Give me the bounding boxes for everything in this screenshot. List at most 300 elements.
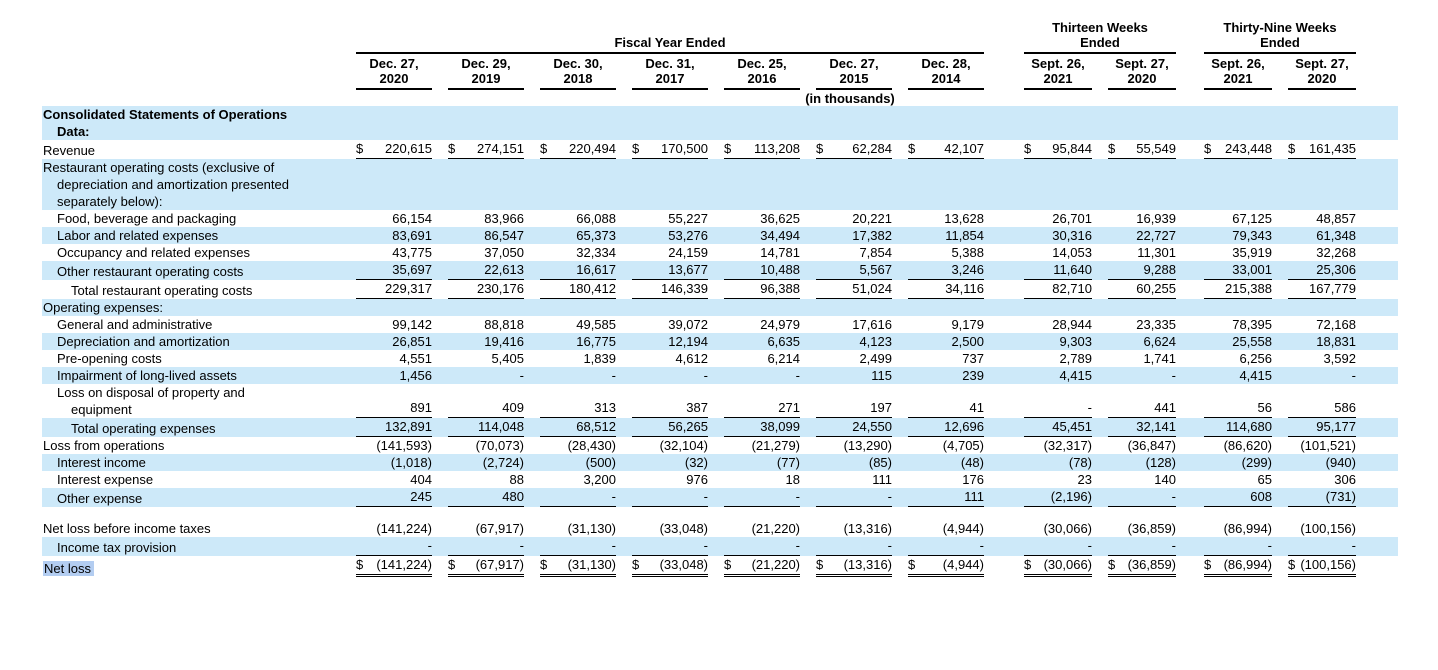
- value: 306: [1334, 472, 1356, 487]
- value-box: [1108, 244, 1176, 261]
- value: -: [519, 368, 524, 383]
- cell-depreciation-amortization-col4: [710, 333, 802, 350]
- dollar-sign: $: [816, 141, 824, 156]
- value: 1,741: [1143, 351, 1176, 366]
- value: (21,279): [751, 438, 800, 453]
- cell-revenue-col6: [894, 140, 986, 159]
- value-box: [1288, 418, 1356, 437]
- cell-food-beverage-packaging-col5: [802, 210, 894, 227]
- value-box: [1204, 210, 1272, 227]
- value: 25,306: [1316, 262, 1356, 277]
- units-row: [42, 90, 1398, 106]
- cell-section-title-col0: [342, 106, 434, 140]
- value-box: [1108, 316, 1176, 333]
- value: 32,334: [576, 245, 616, 260]
- group-gap: [1178, 261, 1190, 280]
- value: (500): [585, 455, 616, 470]
- value-box: [1204, 280, 1272, 299]
- value-box: [356, 399, 432, 418]
- cell-depreciation-amortization-col1: [434, 333, 526, 350]
- cell-income-tax-provision-col5: [802, 537, 894, 556]
- cell-total-operating-expenses-col5: [802, 418, 894, 437]
- value-box: [1108, 350, 1176, 367]
- value: 608: [1250, 489, 1272, 504]
- row-net-loss-before-taxes: [42, 520, 1398, 537]
- value: -: [703, 368, 708, 383]
- value: 16,775: [576, 334, 616, 349]
- dollar-sign: $: [724, 557, 732, 572]
- value: (36,859): [1127, 521, 1176, 536]
- value-box: [1204, 227, 1272, 244]
- group-gap: [1178, 384, 1190, 418]
- row-food-beverage-packaging: [42, 210, 1398, 227]
- value: 229,317: [385, 281, 432, 296]
- value-box: [448, 556, 524, 577]
- value: 86,547: [484, 228, 524, 243]
- value: -: [519, 538, 524, 553]
- cell-income-tax-provision-col8: [1094, 537, 1178, 556]
- value: (141,224): [376, 557, 432, 572]
- value-box: [1204, 261, 1272, 280]
- value: 1,839: [583, 351, 616, 366]
- row-label-loss-on-disposal: [42, 384, 342, 418]
- cell-revenue-col1: [434, 140, 526, 159]
- label-line: Food, beverage and packaging: [57, 211, 237, 226]
- value-box: [540, 244, 616, 261]
- cell-interest-income-col4: [710, 454, 802, 471]
- value-box: [632, 454, 708, 471]
- value-box: [448, 418, 524, 437]
- cell-occupancy-expenses-col0: [342, 244, 434, 261]
- cell-other-expense-col2: [526, 488, 618, 507]
- value: 33,001: [1232, 262, 1272, 277]
- cell-net-loss-before-taxes-col10: [1274, 520, 1358, 537]
- row-label-depreciation-amortization: [42, 333, 342, 350]
- label-line: Restaurant operating costs (exclusive of: [43, 160, 275, 175]
- cell-loss-on-disposal-col10: [1274, 384, 1358, 418]
- label-line: Pre-opening costs: [57, 351, 162, 366]
- cell-occupancy-expenses-col7: [1010, 244, 1094, 261]
- cell-interest-income-col3: [618, 454, 710, 471]
- cell-section-title-col8: [1094, 106, 1178, 140]
- value: 387: [686, 400, 708, 415]
- cell-total-restaurant-costs-col2: [526, 280, 618, 299]
- value: 891: [410, 400, 432, 415]
- value: (101,521): [1300, 438, 1356, 453]
- value-box: [632, 261, 708, 280]
- value: (28,430): [567, 438, 616, 453]
- cell-interest-expense-col0: [342, 471, 434, 488]
- value-box: [540, 556, 616, 577]
- group-header-rule: [1024, 20, 1176, 54]
- column-header-underline: [632, 56, 708, 90]
- value-box: [816, 488, 892, 507]
- cell-interest-income-col5: [802, 454, 894, 471]
- value-box: [724, 227, 800, 244]
- cell-pre-opening-costs-col10: [1274, 350, 1358, 367]
- group-gap: [986, 106, 1010, 140]
- cell-general-administrative-col0: [342, 316, 434, 333]
- group-gap: [1178, 54, 1190, 90]
- value-box: [632, 140, 708, 159]
- value-box: [908, 350, 984, 367]
- dollar-sign: $: [816, 557, 824, 572]
- value-box: [540, 210, 616, 227]
- value: (78): [1068, 455, 1092, 470]
- label-line: Interest income: [57, 455, 146, 470]
- value: 95,844: [1052, 141, 1092, 156]
- column-header-3: [618, 54, 710, 90]
- value-box: [1108, 280, 1176, 299]
- cell-loss-from-operations-col5: [802, 437, 894, 454]
- value: 60,255: [1136, 281, 1176, 296]
- column-header-label: Sept. 26,: [1031, 56, 1085, 71]
- cell-depreciation-amortization-col8: [1094, 333, 1178, 350]
- cell-section-title-col3: [618, 106, 710, 140]
- group-header-label: Fiscal Year Ended: [614, 35, 726, 50]
- cell-restaurant-operating-costs-header-col3: [618, 159, 710, 210]
- value: -: [1087, 538, 1092, 553]
- cell-impairment-col6: [894, 367, 986, 384]
- value: 32,268: [1316, 245, 1356, 260]
- label-line: Total operating expenses: [71, 421, 216, 436]
- value: 26,701: [1052, 211, 1092, 226]
- value: 17,382: [852, 228, 892, 243]
- value-box: [724, 280, 800, 299]
- value: 111: [964, 489, 984, 504]
- operations-table: [42, 20, 1398, 577]
- value: 4,415: [1239, 368, 1272, 383]
- cell-income-tax-provision-col0: [342, 537, 434, 556]
- value-box: [1288, 261, 1356, 280]
- cell-loss-from-operations-col6: [894, 437, 986, 454]
- right-margin-cell: [1358, 299, 1398, 316]
- value-box: [540, 280, 616, 299]
- value: 115: [871, 368, 892, 383]
- value-box: [1288, 227, 1356, 244]
- value: (70,073): [475, 438, 524, 453]
- value-box: [356, 418, 432, 437]
- cell-total-restaurant-costs-col7: [1010, 280, 1094, 299]
- cell-income-tax-provision-col4: [710, 537, 802, 556]
- cell-other-restaurant-costs-col3: [618, 261, 710, 280]
- column-header-5: [802, 54, 894, 90]
- cell-impairment-col9: [1190, 367, 1274, 384]
- group-header-label: Thirty-Nine Weeks: [1223, 20, 1337, 35]
- value-box: [724, 437, 800, 454]
- cell-food-beverage-packaging-col0: [342, 210, 434, 227]
- value: 45,451: [1052, 419, 1092, 434]
- value: 56: [1257, 400, 1272, 415]
- cell-operating-expenses-header-col9: [1190, 299, 1274, 316]
- value-box: [1288, 556, 1356, 577]
- value: 18: [785, 472, 800, 487]
- dollar-sign: $: [632, 141, 640, 156]
- value-box: [1024, 537, 1092, 556]
- value: -: [1171, 368, 1176, 383]
- value-box: [1204, 367, 1272, 384]
- column-header-label: Dec. 25,: [737, 56, 787, 71]
- value: 113,208: [753, 141, 800, 156]
- value: 6,635: [767, 334, 800, 349]
- group-gap: [986, 227, 1010, 244]
- cell-other-expense-col4: [710, 488, 802, 507]
- column-header-label: Dec. 31,: [645, 56, 695, 71]
- value-box: [1108, 367, 1176, 384]
- cell-loss-on-disposal-col3: [618, 384, 710, 418]
- value-box: [908, 333, 984, 350]
- row-interest-income: [42, 454, 1398, 471]
- cell-labor-expenses-col2: [526, 227, 618, 244]
- value-box: [540, 520, 616, 537]
- value: -: [979, 538, 984, 553]
- cell-impairment-col0: [342, 367, 434, 384]
- value: 220,494: [569, 141, 616, 156]
- column-header-label: 2021: [1223, 71, 1253, 86]
- cell-labor-expenses-col7: [1010, 227, 1094, 244]
- cell-loss-on-disposal-col6: [894, 384, 986, 418]
- value: (2,196): [1050, 489, 1092, 504]
- column-header-label: 2019: [471, 71, 501, 86]
- cell-pre-opening-costs-col2: [526, 350, 618, 367]
- cell-net-loss-col3: [618, 556, 710, 577]
- right-margin-cell: [1358, 367, 1398, 384]
- cell-general-administrative-col7: [1010, 316, 1094, 333]
- cell-revenue-col7: [1010, 140, 1094, 159]
- value: 737: [962, 351, 984, 366]
- cell-total-operating-expenses-col2: [526, 418, 618, 437]
- value-box: [448, 488, 524, 507]
- table-header: [42, 20, 1398, 106]
- value: 16,939: [1136, 211, 1176, 226]
- value-box: [1288, 520, 1356, 537]
- value: -: [887, 489, 892, 504]
- value-box: [1024, 471, 1092, 488]
- cell-restaurant-operating-costs-header-col2: [526, 159, 618, 210]
- value: (30,066): [1043, 521, 1092, 536]
- value-box: [816, 244, 892, 261]
- cell-interest-income-col7: [1010, 454, 1094, 471]
- group-gap: [1178, 20, 1190, 54]
- value: (67,917): [475, 521, 524, 536]
- cell-net-loss-before-taxes-col6: [894, 520, 986, 537]
- label-highlight: Net loss: [43, 561, 94, 576]
- dollar-sign: $: [448, 557, 456, 572]
- dollar-sign: $: [1108, 557, 1116, 572]
- group-gap: [986, 367, 1010, 384]
- label-line: Operating expenses:: [43, 300, 163, 315]
- column-header-label: 2020: [379, 71, 409, 86]
- value-box: [356, 210, 432, 227]
- group-gap: [986, 418, 1010, 437]
- group-header-label: Thirteen Weeks: [1052, 20, 1148, 35]
- value-box: [1024, 399, 1092, 418]
- column-header-underline: [724, 56, 800, 90]
- cell-other-expense-col3: [618, 488, 710, 507]
- group-gap: [1178, 454, 1190, 471]
- cell-occupancy-expenses-col8: [1094, 244, 1178, 261]
- value-box: [540, 261, 616, 280]
- value: 82,710: [1052, 281, 1092, 296]
- right-margin-cell: [1358, 350, 1398, 367]
- cell-depreciation-amortization-col2: [526, 333, 618, 350]
- label-line: separately below):: [57, 194, 163, 209]
- value: (100,156): [1300, 521, 1356, 536]
- row-label-pre-opening-costs: [42, 350, 342, 367]
- cell-restaurant-operating-costs-header-col4: [710, 159, 802, 210]
- value-box: [1288, 454, 1356, 471]
- value: 83,691: [392, 228, 432, 243]
- cell-revenue-col10: [1274, 140, 1358, 159]
- cell-other-restaurant-costs-col9: [1190, 261, 1274, 280]
- group-gap: [986, 520, 1010, 537]
- cell-revenue-col3: [618, 140, 710, 159]
- group-gap: [986, 20, 1010, 54]
- value-box: [1024, 333, 1092, 350]
- value-box: [632, 471, 708, 488]
- value-box: [632, 537, 708, 556]
- value: 239: [962, 368, 984, 383]
- value-box: [908, 210, 984, 227]
- value: 48,857: [1316, 211, 1356, 226]
- label-line: Income tax provision: [57, 540, 177, 555]
- cell-interest-expense-col8: [1094, 471, 1178, 488]
- row-operating-expenses-header: [42, 299, 1398, 316]
- value: (13,290): [843, 438, 892, 453]
- cell-total-operating-expenses-col1: [434, 418, 526, 437]
- row-general-administrative: [42, 316, 1398, 333]
- cell-section-title-col2: [526, 106, 618, 140]
- value: 5,567: [859, 262, 892, 277]
- value-box: [1108, 556, 1176, 577]
- value: 3,246: [951, 262, 984, 277]
- cell-other-restaurant-costs-col5: [802, 261, 894, 280]
- value: 976: [686, 472, 708, 487]
- cell-occupancy-expenses-col5: [802, 244, 894, 261]
- cell-section-title-col9: [1190, 106, 1274, 140]
- group-gap: [1178, 537, 1190, 556]
- value-box: [632, 399, 708, 418]
- right-margin-cell: [1358, 20, 1398, 54]
- value-box: [356, 244, 432, 261]
- value: 55,227: [668, 211, 708, 226]
- cell-general-administrative-col10: [1274, 316, 1358, 333]
- value-box: [448, 471, 524, 488]
- value-box: [908, 244, 984, 261]
- cell-other-expense-col5: [802, 488, 894, 507]
- value: 313: [594, 400, 616, 415]
- value: -: [1351, 368, 1356, 383]
- cell-operating-expenses-header-col6: [894, 299, 986, 316]
- cell-loss-from-operations-col2: [526, 437, 618, 454]
- value: 53,276: [668, 228, 708, 243]
- dollar-sign: $: [1204, 557, 1212, 572]
- value: 245: [410, 489, 432, 504]
- group-gap: [1178, 280, 1190, 299]
- value: 78,395: [1232, 317, 1272, 332]
- value: (299): [1241, 455, 1272, 470]
- value-box: [540, 471, 616, 488]
- label-line: Total restaurant operating costs: [71, 283, 253, 298]
- cell-interest-income-col2: [526, 454, 618, 471]
- value: 37,050: [484, 245, 524, 260]
- value-box: [1204, 316, 1272, 333]
- value-box: [724, 140, 800, 159]
- group-gap: [1178, 471, 1190, 488]
- cell-net-loss-before-taxes-col4: [710, 520, 802, 537]
- value-box: [724, 471, 800, 488]
- dollar-sign: $: [1204, 141, 1212, 156]
- column-header-underline: [540, 56, 616, 90]
- value-box: [816, 471, 892, 488]
- value: 215,388: [1225, 281, 1272, 296]
- cell-labor-expenses-col9: [1190, 227, 1274, 244]
- cell-depreciation-amortization-col5: [802, 333, 894, 350]
- value: 19,416: [484, 334, 524, 349]
- value-box: [448, 280, 524, 299]
- value-box: [1108, 471, 1176, 488]
- value: (100,156): [1300, 557, 1356, 572]
- value-box: [1204, 418, 1272, 437]
- value: 32,141: [1136, 419, 1176, 434]
- value-box: [540, 367, 616, 384]
- value-box: [540, 316, 616, 333]
- cell-total-restaurant-costs-col9: [1190, 280, 1274, 299]
- value-box: [356, 227, 432, 244]
- value-box: [1288, 399, 1356, 418]
- cell-pre-opening-costs-col5: [802, 350, 894, 367]
- value: (128): [1145, 455, 1176, 470]
- dollar-sign: $: [724, 141, 732, 156]
- value: -: [1267, 538, 1272, 553]
- value: (13,316): [843, 557, 892, 572]
- value: (731): [1325, 489, 1356, 504]
- value-box: [1108, 210, 1176, 227]
- cell-depreciation-amortization-col10: [1274, 333, 1358, 350]
- cell-interest-expense-col6: [894, 471, 986, 488]
- cell-pre-opening-costs-col4: [710, 350, 802, 367]
- cell-other-restaurant-costs-col1: [434, 261, 526, 280]
- cell-loss-on-disposal-col1: [434, 384, 526, 418]
- value: 6,624: [1143, 334, 1176, 349]
- value: 99,142: [392, 317, 432, 332]
- row-label-interest-expense: [42, 471, 342, 488]
- cell-revenue-col9: [1190, 140, 1274, 159]
- value-box: [816, 333, 892, 350]
- cell-impairment-col10: [1274, 367, 1358, 384]
- dollar-sign: $: [1024, 141, 1032, 156]
- label-line: Consolidated Statements of Operations: [43, 107, 288, 122]
- value: 441: [1154, 400, 1176, 415]
- value-box: [816, 399, 892, 418]
- value-box: [356, 437, 432, 454]
- cell-net-loss-before-taxes-col9: [1190, 520, 1274, 537]
- value-box: [1024, 556, 1092, 577]
- column-header-label: Dec. 27,: [829, 56, 879, 71]
- value: 38,099: [760, 419, 800, 434]
- group-gap: [986, 488, 1010, 507]
- cell-other-restaurant-costs-col4: [710, 261, 802, 280]
- value-box: [448, 399, 524, 418]
- label-line: Loss from operations: [43, 438, 165, 453]
- value: 4,123: [859, 334, 892, 349]
- label-line: Occupancy and related expenses: [57, 245, 250, 260]
- cell-loss-from-operations-col0: [342, 437, 434, 454]
- value-box: [1108, 140, 1176, 159]
- value: 13,628: [944, 211, 984, 226]
- value-box: [1024, 316, 1092, 333]
- value: -: [1171, 489, 1176, 504]
